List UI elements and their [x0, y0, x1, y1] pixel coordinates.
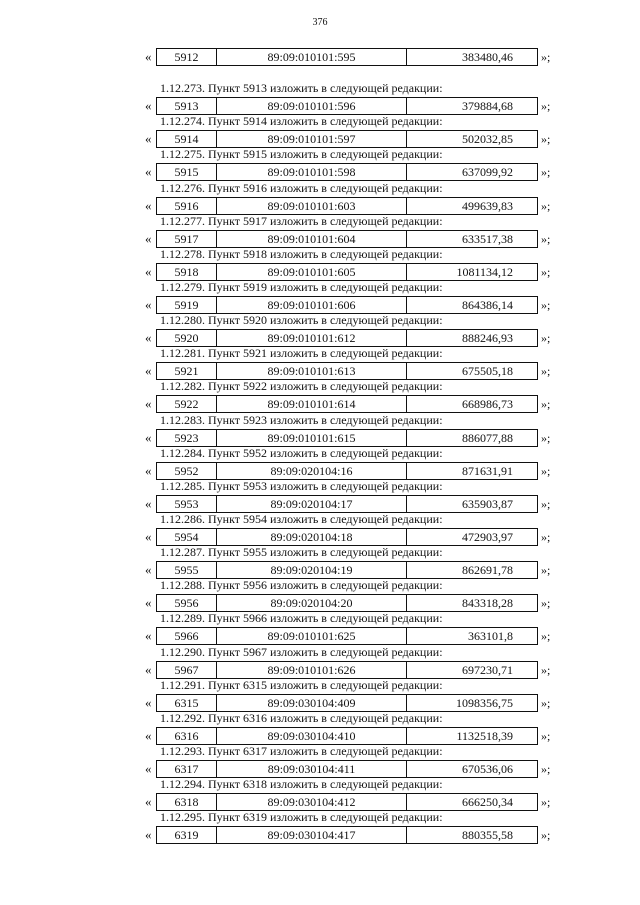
cadastral-number-cell: 89:09:010101:606	[216, 297, 406, 313]
cadastral-value-cell: 633517,38	[406, 231, 535, 247]
amendment-entry	[0, 777, 640, 810]
cadastral-number-cell: 89:09:010101:613	[216, 363, 406, 379]
amendment-heading: 1.12.274. Пункт 5914 изложить в следующей редакции:	[160, 114, 443, 129]
row-cells	[156, 97, 538, 115]
opening-quote: «	[145, 694, 152, 710]
row-cells	[156, 48, 538, 66]
amendment-entry	[0, 48, 640, 81]
closing-quote: »;	[541, 563, 551, 578]
table-row	[0, 760, 640, 777]
table-row	[0, 263, 640, 280]
cadastral-number-cell: 89:09:010101:625	[216, 628, 406, 644]
row-cells	[156, 561, 538, 579]
amendment-heading: 1.12.287. Пункт 5955 изложить в следующей редакции:	[160, 545, 443, 560]
cadastral-value-cell: 697230,71	[406, 662, 535, 678]
cadastral-value-cell: 363101,8	[406, 628, 535, 644]
cadastral-number-cell: 89:09:020104:16	[216, 463, 406, 479]
opening-quote: «	[145, 462, 152, 478]
cadastral-value-cell: 499639,83	[406, 198, 535, 214]
opening-quote: «	[145, 827, 152, 843]
item-number-cell: 5918	[174, 264, 199, 279]
opening-quote: «	[145, 528, 152, 544]
amendment-entry	[0, 346, 640, 379]
amendment-heading: 1.12.282. Пункт 5922 изложить в следующей редакции:	[160, 379, 443, 394]
opening-quote: «	[145, 595, 152, 611]
item-number-cell: 5917	[174, 231, 199, 246]
table-row	[0, 395, 640, 412]
closing-quote: »;	[541, 728, 551, 743]
amendment-entry	[0, 413, 640, 446]
cadastral-number-cell: 89:09:030104:409	[216, 695, 406, 711]
amendment-heading: 1.12.276. Пункт 5916 изложить в следующей редакции:	[160, 180, 443, 195]
cadastral-value-cell: 502032,85	[406, 131, 535, 147]
cadastral-value-cell: 843318,28	[406, 595, 535, 611]
row-cells	[156, 462, 538, 480]
row-cells	[156, 197, 538, 215]
page-number: 376	[312, 17, 328, 28]
amendment-entry	[0, 379, 640, 412]
cadastral-value-cell: 383480,46	[406, 49, 535, 65]
item-number-cell: 5921	[174, 364, 199, 379]
item-number-cell: 5955	[174, 563, 199, 578]
cadastral-number-cell: 89:09:020104:20	[216, 595, 406, 611]
amendment-entry	[0, 645, 640, 678]
amendment-entry	[0, 181, 640, 214]
opening-quote: «	[145, 661, 152, 677]
closing-quote: »;	[541, 629, 551, 644]
item-number-cell: 5956	[174, 596, 199, 611]
amendment-entry	[0, 479, 640, 512]
table-row	[0, 627, 640, 644]
opening-quote: «	[145, 628, 152, 644]
item-number-cell: 5922	[174, 397, 199, 412]
opening-quote: «	[145, 495, 152, 511]
cadastral-value-cell: 1081134,12	[406, 264, 535, 280]
amendment-entry	[0, 446, 640, 479]
row-cells	[156, 495, 538, 513]
table-row	[0, 429, 640, 446]
item-number-cell: 6315	[174, 695, 199, 710]
item-number-cell: 5966	[174, 629, 199, 644]
cadastral-value-cell: 666250,34	[406, 794, 535, 810]
amendment-entry	[0, 114, 640, 147]
cadastral-value-cell: 880355,58	[406, 827, 535, 843]
cadastral-number-cell: 89:09:010101:595	[216, 49, 406, 65]
table-row	[0, 48, 640, 65]
cadastral-number-cell: 89:09:030104:412	[216, 794, 406, 810]
closing-quote: »;	[541, 695, 551, 710]
amendment-heading: 1.12.286. Пункт 5954 изложить в следующей редакции:	[160, 511, 443, 526]
opening-quote: «	[145, 263, 152, 279]
amendment-entry	[0, 578, 640, 611]
cadastral-number-cell: 89:09:010101:597	[216, 131, 406, 147]
amendment-entry	[0, 81, 640, 114]
row-cells	[156, 362, 538, 380]
closing-quote: »;	[541, 165, 551, 180]
amendment-heading: 1.12.279. Пункт 5919 изложить в следующей редакции:	[160, 279, 443, 294]
closing-quote: »;	[541, 828, 551, 843]
closing-quote: »;	[541, 198, 551, 213]
row-cells	[156, 429, 538, 447]
amendment-entry	[0, 512, 640, 545]
cadastral-number-cell: 89:09:010101:596	[216, 98, 406, 114]
row-cells	[156, 230, 538, 248]
closing-quote: »;	[541, 761, 551, 776]
amendment-heading: 1.12.284. Пункт 5952 изложить в следующей редакции:	[160, 445, 443, 460]
item-number-cell: 5915	[174, 165, 199, 180]
amendment-entry	[0, 214, 640, 247]
opening-quote: «	[145, 131, 152, 147]
opening-quote: «	[145, 49, 152, 64]
table-row	[0, 97, 640, 114]
amendment-heading: 1.12.290. Пункт 5967 изложить в следующей редакции:	[160, 644, 443, 659]
amendment-heading: 1.12.285. Пункт 5953 изложить в следующей редакции:	[160, 478, 443, 493]
opening-quote: «	[145, 98, 152, 114]
table-row	[0, 197, 640, 214]
amendment-heading: 1.12.289. Пункт 5966 изложить в следующей редакции:	[160, 611, 443, 626]
cadastral-number-cell: 89:09:010101:603	[216, 198, 406, 214]
item-number-cell: 5916	[174, 198, 199, 213]
amendment-heading: 1.12.273. Пункт 5913 изложить в следующей редакции:	[160, 81, 443, 96]
table-row	[0, 495, 640, 512]
item-number-cell: 5923	[174, 430, 199, 445]
row-cells	[156, 263, 538, 281]
item-number-cell: 5920	[174, 331, 199, 346]
cadastral-number-cell: 89:09:020104:17	[216, 496, 406, 512]
row-cells	[156, 594, 538, 612]
amendment-entry	[0, 611, 640, 644]
opening-quote: «	[145, 429, 152, 445]
closing-quote: »;	[541, 397, 551, 412]
amendment-entry	[0, 147, 640, 180]
amendment-heading: 1.12.292. Пункт 6316 изложить в следующей редакции:	[160, 710, 443, 725]
item-number-cell: 5913	[174, 99, 199, 114]
row-cells	[156, 296, 538, 314]
item-number-cell: 6318	[174, 795, 199, 810]
cadastral-value-cell: 670536,06	[406, 761, 535, 777]
item-number-cell: 5912	[174, 50, 199, 64]
closing-quote: »;	[541, 132, 551, 147]
table-row	[0, 694, 640, 711]
opening-quote: «	[145, 197, 152, 213]
amendment-entry	[0, 280, 640, 313]
closing-quote: »;	[541, 662, 551, 677]
cadastral-value-cell: 1132518,39	[406, 728, 535, 744]
opening-quote: «	[145, 727, 152, 743]
table-row	[0, 462, 640, 479]
closing-quote: »;	[541, 99, 551, 114]
cadastral-value-cell: 379884,68	[406, 98, 535, 114]
cadastral-value-cell: 888246,93	[406, 330, 535, 346]
amendment-heading: 1.12.288. Пункт 5956 изложить в следующей редакции:	[160, 578, 443, 593]
amendment-heading: 1.12.291. Пункт 6315 изложить в следующей редакции:	[160, 677, 443, 692]
amendment-heading: 1.12.294. Пункт 6318 изложить в следующей редакции:	[160, 777, 443, 792]
item-number-cell: 5953	[174, 496, 199, 511]
amendment-heading: 1.12.281. Пункт 5921 изложить в следующей редакции:	[160, 346, 443, 361]
opening-quote: «	[145, 330, 152, 346]
table-row	[0, 826, 640, 843]
cadastral-number-cell: 89:09:030104:417	[216, 827, 406, 843]
closing-quote: »;	[541, 264, 551, 279]
cadastral-number-cell: 89:09:020104:19	[216, 562, 406, 578]
amendment-heading: 1.12.277. Пункт 5917 изложить в следующей редакции:	[160, 213, 443, 228]
item-number-cell: 6319	[174, 828, 199, 843]
item-number-cell: 6317	[174, 761, 199, 776]
row-cells	[156, 627, 538, 645]
amendments-list	[0, 48, 640, 843]
table-row	[0, 727, 640, 744]
opening-quote: «	[145, 164, 152, 180]
row-cells	[156, 163, 538, 181]
cadastral-value-cell: 886077,88	[406, 430, 535, 446]
item-number-cell: 5952	[174, 463, 199, 478]
row-cells	[156, 727, 538, 745]
cadastral-value-cell: 668986,73	[406, 396, 535, 412]
cadastral-number-cell: 89:09:030104:410	[216, 728, 406, 744]
closing-quote: »;	[541, 430, 551, 445]
table-row	[0, 163, 640, 180]
table-row	[0, 528, 640, 545]
cadastral-number-cell: 89:09:020104:18	[216, 529, 406, 545]
table-row	[0, 296, 640, 313]
closing-quote: »;	[541, 297, 551, 312]
cadastral-value-cell: 862691,78	[406, 562, 535, 578]
cadastral-number-cell: 89:09:010101:614	[216, 396, 406, 412]
closing-quote: »;	[541, 596, 551, 611]
opening-quote: «	[145, 296, 152, 312]
row-cells	[156, 395, 538, 413]
closing-quote: »;	[541, 331, 551, 346]
cadastral-value-cell: 871631,91	[406, 463, 535, 479]
amendment-heading: 1.12.275. Пункт 5915 изложить в следующей редакции:	[160, 147, 443, 162]
opening-quote: «	[145, 396, 152, 412]
opening-quote: «	[145, 363, 152, 379]
cadastral-value-cell: 675505,18	[406, 363, 535, 379]
opening-quote: «	[145, 562, 152, 578]
table-row	[0, 661, 640, 678]
table-row	[0, 594, 640, 611]
table-row	[0, 130, 640, 147]
cadastral-number-cell: 89:09:010101:598	[216, 164, 406, 180]
cadastral-value-cell: 1098356,75	[406, 695, 535, 711]
amendment-heading: 1.12.283. Пункт 5923 изложить в следующей редакции:	[160, 412, 443, 427]
amendment-entry	[0, 313, 640, 346]
cadastral-value-cell: 472903,97	[406, 529, 535, 545]
amendment-entry	[0, 247, 640, 280]
opening-quote: «	[145, 230, 152, 246]
amendment-heading: 1.12.280. Пункт 5920 изложить в следующей редакции:	[160, 313, 443, 328]
cadastral-number-cell: 89:09:010101:612	[216, 330, 406, 346]
closing-quote: »;	[541, 795, 551, 810]
opening-quote: «	[145, 760, 152, 776]
closing-quote: »;	[541, 463, 551, 478]
cadastral-number-cell: 89:09:010101:626	[216, 662, 406, 678]
cadastral-number-cell: 89:09:010101:604	[216, 231, 406, 247]
row-cells	[156, 329, 538, 347]
closing-quote: »;	[541, 231, 551, 246]
amendment-entry	[0, 711, 640, 744]
amendment-entry	[0, 545, 640, 578]
closing-quote: »;	[541, 364, 551, 379]
cadastral-number-cell: 89:09:010101:605	[216, 264, 406, 280]
cadastral-number-cell: 89:09:010101:615	[216, 430, 406, 446]
row-cells	[156, 793, 538, 811]
cadastral-value-cell: 864386,14	[406, 297, 535, 313]
item-number-cell: 5954	[174, 529, 199, 544]
amendment-entry	[0, 744, 640, 777]
amendment-heading: 1.12.278. Пункт 5918 изложить в следующей редакции:	[160, 246, 443, 261]
opening-quote: «	[145, 794, 152, 810]
row-cells	[156, 130, 538, 148]
item-number-cell: 6316	[174, 728, 199, 743]
table-row	[0, 362, 640, 379]
amendment-heading: 1.12.295. Пункт 6319 изложить в следующей редакции:	[160, 810, 443, 825]
amendment-entry	[0, 678, 640, 711]
row-cells	[156, 694, 538, 712]
cadastral-value-cell: 635903,87	[406, 496, 535, 512]
item-number-cell: 5914	[174, 132, 199, 147]
row-cells	[156, 528, 538, 546]
row-cells	[156, 760, 538, 778]
amendment-heading: 1.12.293. Пункт 6317 изложить в следующей редакции:	[160, 743, 443, 758]
table-row	[0, 793, 640, 810]
item-number-cell: 5919	[174, 297, 199, 312]
row-cells	[156, 826, 538, 844]
row-cells	[156, 661, 538, 679]
item-number-cell: 5967	[174, 662, 199, 677]
amendment-entry	[0, 810, 640, 843]
cadastral-value-cell: 637099,92	[406, 164, 535, 180]
table-row	[0, 561, 640, 578]
cadastral-number-cell: 89:09:030104:411	[216, 761, 406, 777]
table-row	[0, 230, 640, 247]
closing-quote: »;	[541, 50, 551, 64]
closing-quote: »;	[541, 529, 551, 544]
table-row	[0, 329, 640, 346]
closing-quote: »;	[541, 496, 551, 511]
